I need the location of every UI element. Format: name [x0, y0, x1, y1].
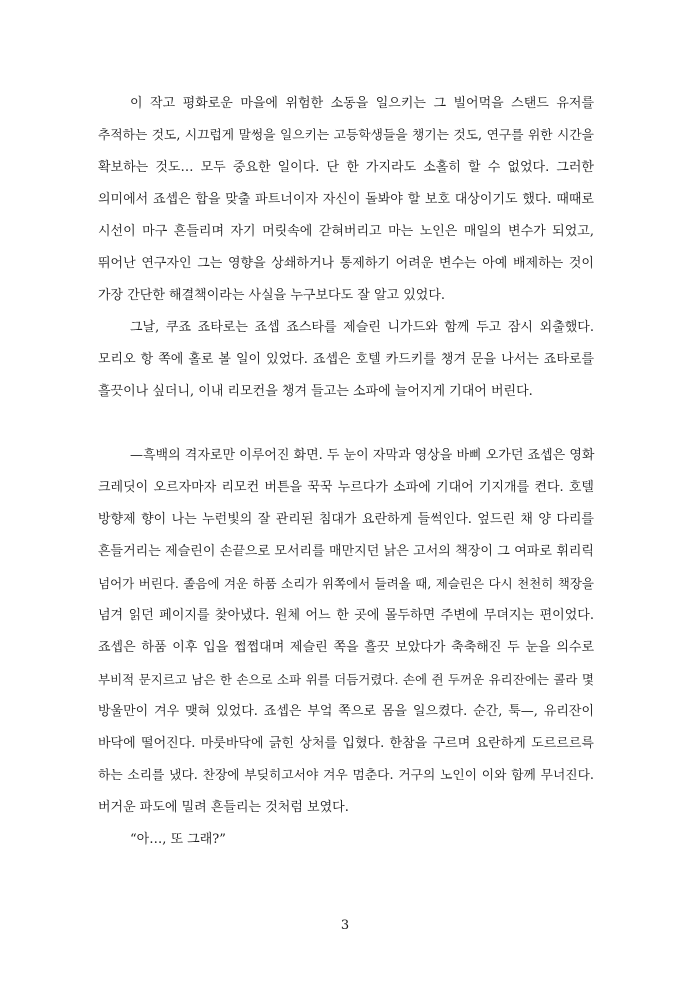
paragraph-line: 추적하는 것도, 시끄럽게 말썽을 일으키는 고등학생들을 챙기는 것도, 연구를 위한 시간을	[98, 128, 594, 143]
paragraph-line: 넘겨 읽던 페이지를 찾아냈다. 원체 어느 한 곳에 몰두하면 주변에 무뎌지는 편이었다.	[98, 608, 594, 623]
paragraph-line: 바닥에 떨어진다. 마룻바닥에 긁힌 상처를 입혔다. 한참을 구르며 요란하게 도르르르륵	[98, 736, 594, 751]
paragraph-line: 그날, 쿠죠 죠타로는 죠셉 죠스타를 제슬린 니가드와 함께 두고 잠시 외출했다.	[130, 320, 594, 335]
paragraph-3	[98, 440, 594, 824]
paragraph-4	[98, 824, 594, 856]
paragraph-1	[98, 88, 594, 312]
paragraph-line: 가장 간단한 해결책이라는 사실을 누구보다도 잘 알고 있었다.	[98, 288, 446, 303]
paragraph-line: 죠셉은 하품 이후 입을 쩝쩝대며 제슬린 쪽을 흘끗 보았다가 축축해진 두 눈을 의수로	[98, 640, 594, 655]
paragraph-line: 부비적 문지르고 남은 한 손으로 소파 위를 더듬거렸다. 손에 쥔 두꺼운 유리잔에는 콜라 몇	[98, 672, 594, 687]
paragraph-line: 흘끗이나 싶더니, 이내 리모컨을 챙겨 들고는 소파에 늘어지게 기대어 버린다.	[98, 384, 533, 399]
paragraph-line: 방향제 향이 나는 누런빛의 잘 관리된 침대가 요란하게 들썩인다. 엎드린 채 양 다리를	[98, 512, 594, 527]
paragraph-line: 크레딧이 오르자마자 리모컨 버튼을 꾹꾹 누르다가 소파에 기대어 기지개를 켠다. 호텔	[98, 480, 594, 495]
paragraph-line: 이 작고 평화로운 마을에 위험한 소동을 일으키는 그 빌어먹을 스탠드 유저를	[130, 96, 594, 111]
paragraph-line: 흔들거리는 제슬린이 손끝으로 모서리를 매만지던 낡은 고서의 책장이 그 여파로 휘리릭	[98, 544, 594, 559]
paragraph-line: 확보하는 것도… 모두 중요한 일이다. 단 한 가지라도 소홀히 할 수 없었다. 그러한	[98, 160, 594, 175]
paragraph-line: 하는 소리를 냈다. 찬장에 부딪히고서야 겨우 멈춘다. 거구의 노인이 이와 함께 무너진다.	[98, 768, 594, 783]
page-number: 3	[340, 918, 350, 933]
paragraph-line: 시선이 마구 흔들리며 자기 머릿속에 갇혀버리고 마는 노인은 매일의 변수가 되었고,	[98, 224, 594, 239]
paragraph-line: 버거운 파도에 밀려 흔들리는 것처럼 보였다.	[98, 800, 349, 815]
paragraph-2	[98, 312, 594, 408]
paragraph-line: 방울만이 겨우 맺혀 있었다. 죠셉은 부엌 쪽으로 몸을 일으켰다. 순간, 툭—, 유리잔이	[98, 704, 594, 719]
paragraph-line: 의미에서 죠셉은 합을 맞출 파트너이자 자신이 돌봐야 할 보호 대상이기도 했다. 때때로	[98, 192, 594, 207]
paragraph-line: 뛰어난 연구자인 그는 영향을 상쇄하거나 통제하기 어려운 변수는 아예 배제하는 것이	[98, 256, 594, 271]
paragraph-line: —흑백의 격자로만 이루어진 화면. 두 눈이 자막과 영상을 바삐 오가던 죠셉은 영화	[130, 448, 595, 463]
paragraph-line: 모리오 항 쪽에 홀로 볼 일이 있었다. 죠셉은 호텔 카드키를 챙겨 문을 나서는 죠타로를	[98, 352, 594, 367]
paragraph-line: 넘어가 버린다. 졸음에 겨운 하품 소리가 위쪽에서 들려올 때, 제슬린은 다시 천천히 책장을	[98, 576, 594, 591]
dialogue-line: “아…, 또 그래?”	[130, 832, 226, 847]
